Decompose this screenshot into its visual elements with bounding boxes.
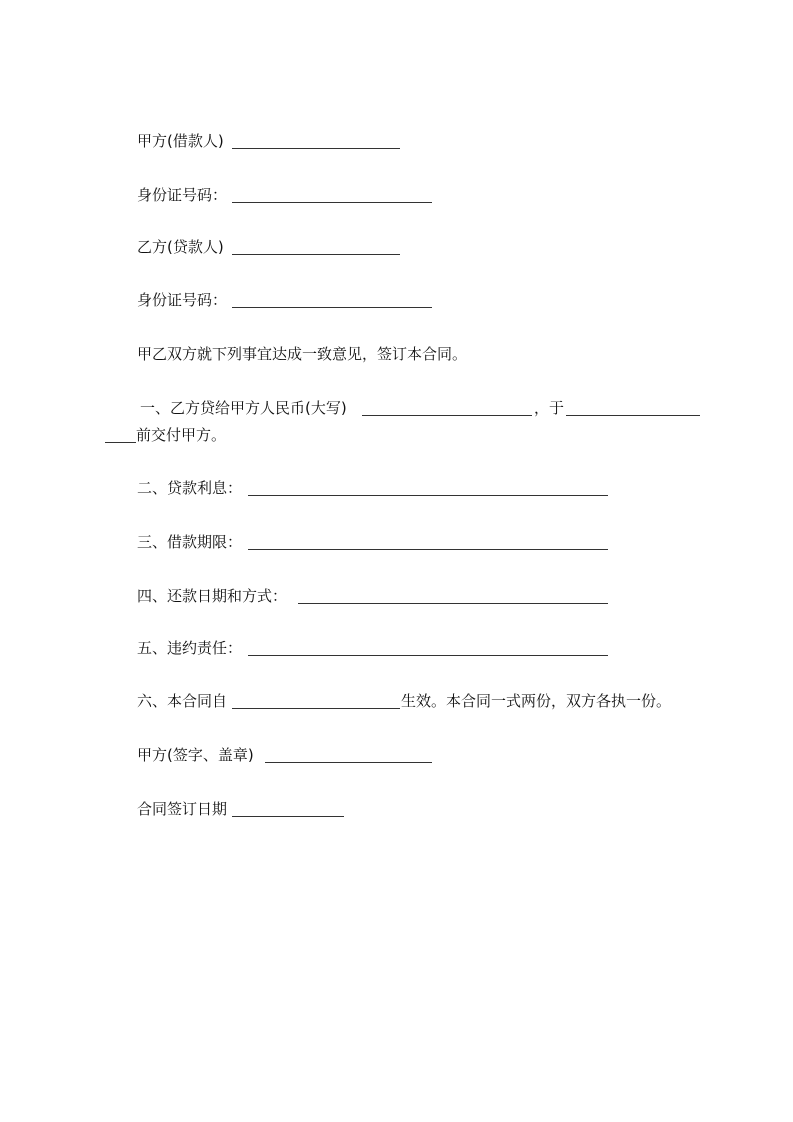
repayment-blank[interactable] [298, 603, 608, 604]
sign-date-blank[interactable] [232, 816, 344, 817]
id-b-label: 身份证号码： [137, 291, 228, 309]
party-a-blank[interactable] [232, 148, 400, 149]
id-a-label: 身份证号码： [137, 186, 228, 204]
sign-date-label: 合同签订日期 [137, 800, 228, 818]
clause3-label: 三、借款期限： [137, 533, 243, 551]
id-a-blank[interactable] [232, 202, 432, 203]
clause4-label: 四、还款日期和方式： [137, 587, 288, 605]
agreement-text: 甲乙双方就下列事宜达成一致意见，签订本合同。 [137, 345, 468, 363]
signature-blank[interactable] [265, 762, 432, 763]
id-b-blank[interactable] [232, 307, 432, 308]
clause2-label: 二、贷款利息： [137, 479, 243, 497]
term-blank[interactable] [248, 549, 608, 550]
party-a-label: 甲方(借款人) [137, 132, 224, 150]
clause5-label: 五、违约责任： [137, 639, 243, 657]
date-blank-2[interactable] [105, 442, 136, 443]
party-b-blank[interactable] [232, 254, 400, 255]
date-blank-1[interactable] [566, 415, 700, 416]
party-b-label: 乙方(贷款人) [137, 238, 224, 256]
clause1-label: 一、乙方贷给甲方人民币(大写) [140, 399, 347, 417]
interest-blank[interactable] [248, 495, 608, 496]
effective-date-blank[interactable] [232, 708, 400, 709]
clause6-text: 生效。本合同一式两份，双方各执一份。 [401, 692, 672, 710]
clause1-end: 前交付甲方。 [136, 426, 227, 444]
clause1-date-label: ，于 [534, 399, 565, 417]
liability-blank[interactable] [248, 655, 608, 656]
amount-blank[interactable] [362, 415, 532, 416]
clause6-label: 六、本合同自 [137, 692, 228, 710]
sign-a-label: 甲方(签字、盖章) [137, 746, 254, 764]
